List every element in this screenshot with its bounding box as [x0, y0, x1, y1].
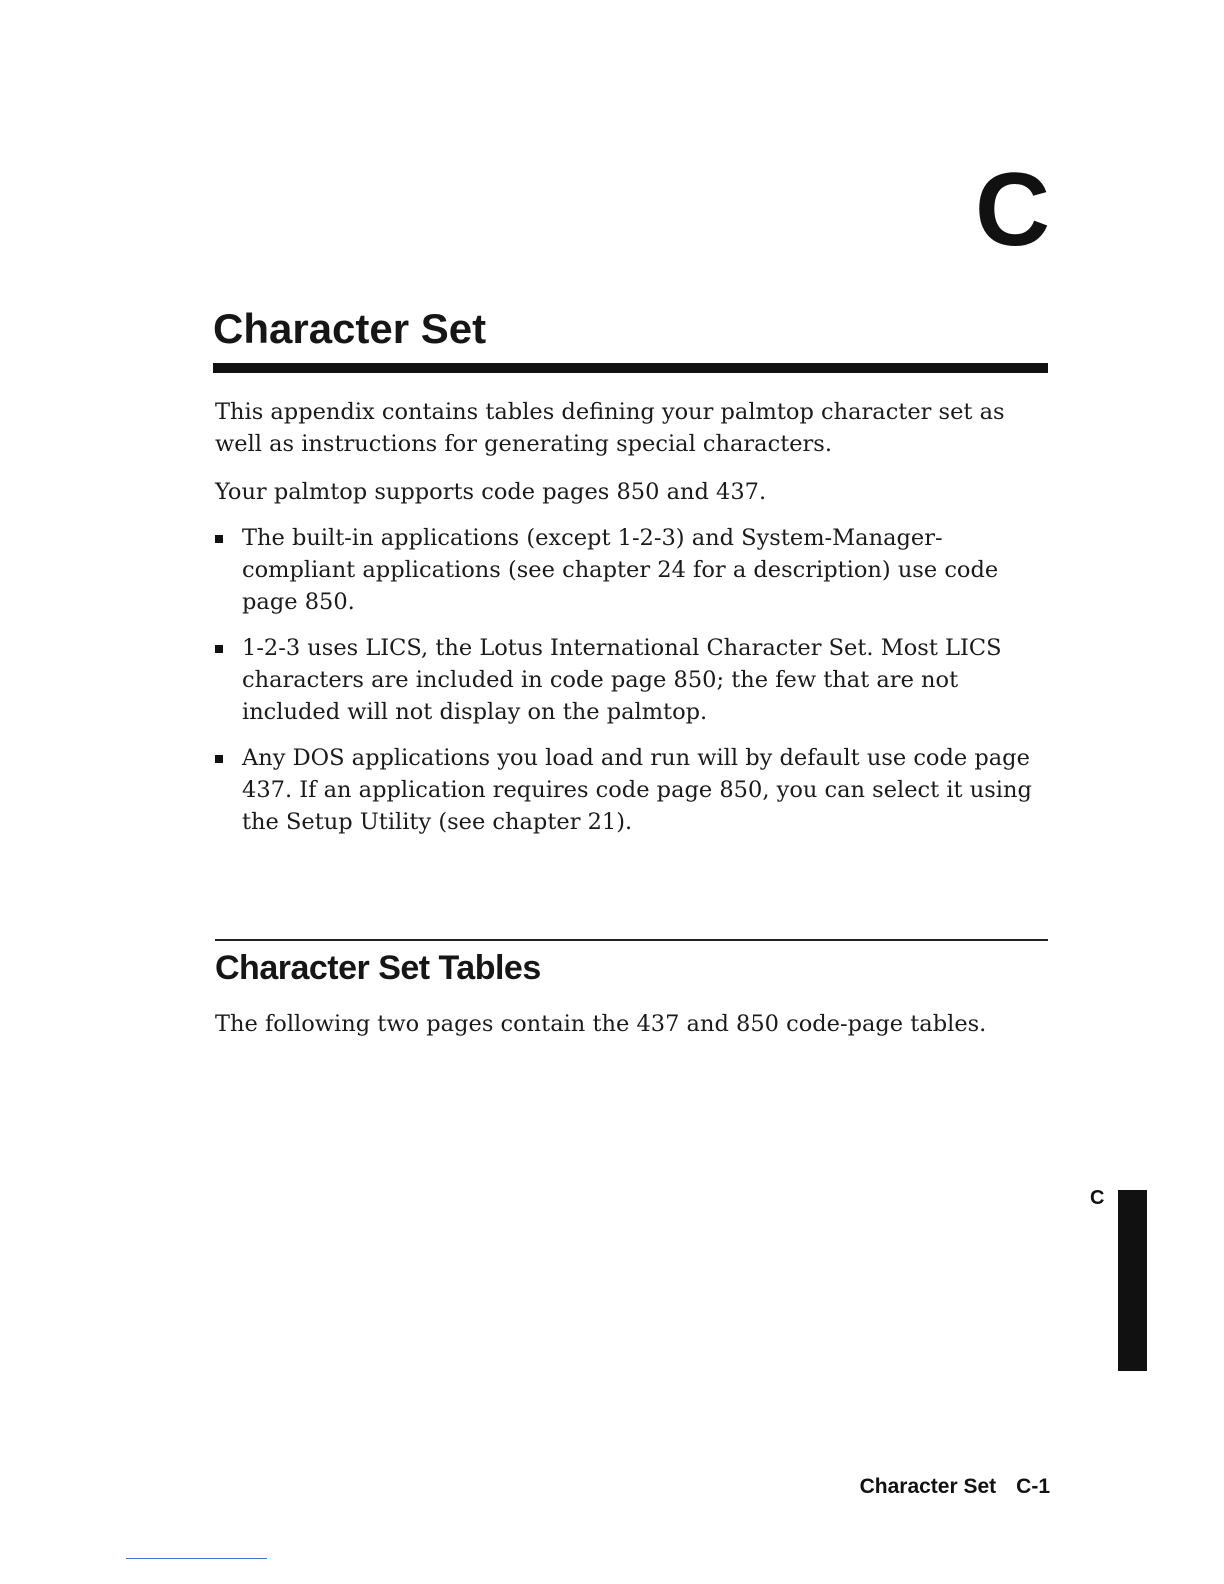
- square-bullet-icon: [215, 755, 223, 763]
- bottom-divider-line: [126, 1558, 267, 1559]
- title-rule: [213, 363, 1048, 373]
- section-rule: [215, 939, 1048, 941]
- code-page-support-paragraph: Your palmtop supports code pages 850 and 437.: [215, 479, 767, 505]
- square-bullet-icon: [215, 645, 223, 653]
- side-thumb-tab: [1118, 1190, 1147, 1371]
- footer-page-number: C-1: [1016, 1475, 1050, 1498]
- bullet-text: 1-2-3 uses LICS, the Lotus International Character Set. Most LICS characters are included in code page 850; the few that are not included will not display on the palmtop.: [242, 635, 1002, 725]
- chapter-letter: C: [975, 152, 1051, 268]
- page-footer: [860, 1474, 1050, 1499]
- side-tab-letter: C: [1090, 1187, 1105, 1209]
- square-bullet-icon: [215, 535, 223, 543]
- section-title: Character Set Tables: [215, 949, 541, 987]
- bullet-item-built-in-apps: [215, 522, 1050, 618]
- chapter-title: Character Set: [213, 305, 487, 352]
- bullet-text: Any DOS applications you load and run will by default use code page 437. If an application requires code page 850, you can select it using the Setup Utility (see chapter 21).: [242, 745, 1032, 835]
- section-paragraph: The following two pages contain the 437 and 850 code-page tables.: [215, 1011, 987, 1037]
- footer-section-name: Character Set: [859, 1475, 997, 1498]
- bullet-item-lics: [215, 632, 1050, 728]
- bullet-text: The built-in applications (except 1-2-3) and System-Manager-compliant applications (see chapter 24 for a description) use code page 850.: [242, 525, 999, 615]
- intro-paragraph: This appendix contains tables defining your palmtop character set as well as instructions for generating special characters.: [215, 399, 1005, 457]
- bullet-item-dos-apps: [215, 742, 1050, 838]
- code-page-bullet-list: [215, 522, 1050, 852]
